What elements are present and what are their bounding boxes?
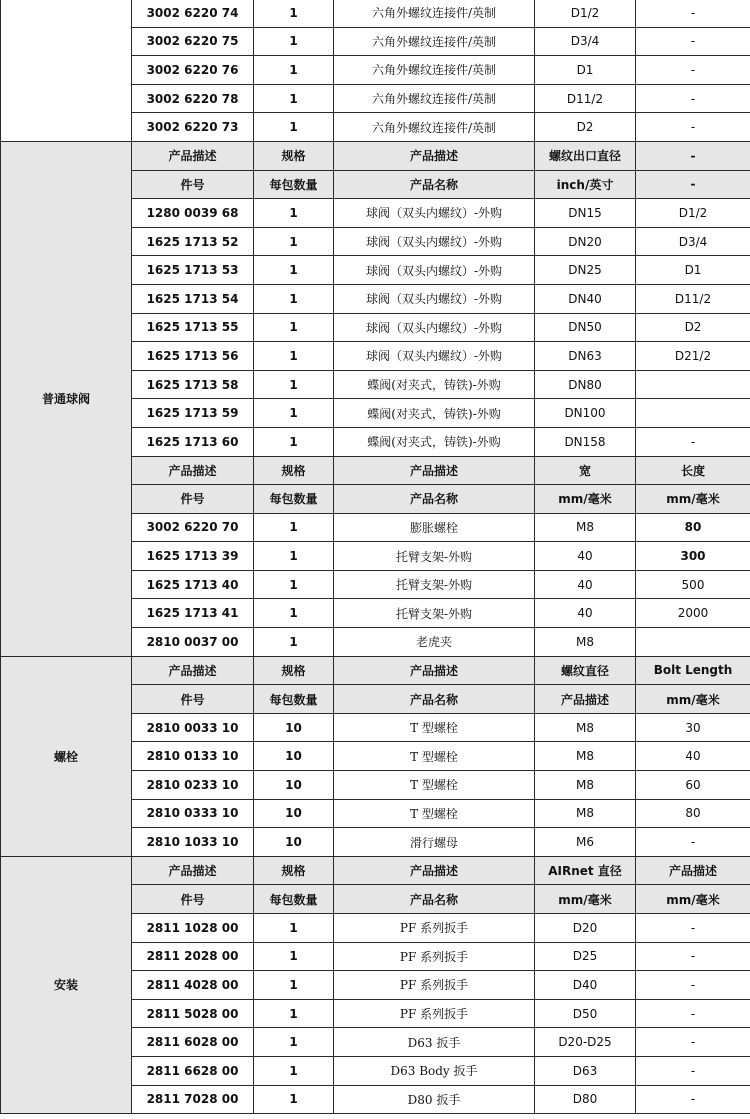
pack-quantity-cell: 1 bbox=[254, 427, 334, 456]
pack-quantity-cell: 1 bbox=[254, 914, 334, 943]
dimension-1-cell: M8 bbox=[535, 628, 636, 657]
dimension-2-cell: - bbox=[636, 170, 750, 199]
product-name-cell: D63 Body 扳手 bbox=[334, 1056, 535, 1085]
category-group-cell: 螺栓 bbox=[1, 656, 132, 856]
dimension-1-cell: mm/毫米 bbox=[535, 885, 636, 914]
dimension-2-cell: - bbox=[636, 1085, 750, 1114]
part-number-cell: 3002 6220 74 bbox=[132, 0, 254, 27]
dimension-1-cell: 40 bbox=[535, 599, 636, 628]
dimension-2-cell: - bbox=[636, 113, 750, 142]
table-header-row bbox=[1, 141, 750, 170]
product-name-cell: 老虎夹 bbox=[334, 628, 535, 657]
dimension-2-cell: 60 bbox=[636, 771, 750, 800]
dimension-1-cell: mm/毫米 bbox=[535, 485, 636, 514]
dimension-2-cell: - bbox=[636, 84, 750, 113]
part-number-cell: 1625 1713 53 bbox=[132, 256, 254, 285]
product-name-cell: 蝶阀(对夹式，铸铁)-外购 bbox=[334, 427, 535, 456]
dimension-2-cell bbox=[636, 628, 750, 657]
pack-quantity-cell: 1 bbox=[254, 370, 334, 399]
dimension-1-cell: DN15 bbox=[535, 199, 636, 228]
product-name-cell: 产品名称 bbox=[334, 885, 535, 914]
part-number-cell: 1625 1713 40 bbox=[132, 570, 254, 599]
pack-quantity-cell: 1 bbox=[254, 542, 334, 571]
part-number-cell: 2810 0233 10 bbox=[132, 771, 254, 800]
pack-quantity-cell: 1 bbox=[254, 84, 334, 113]
dimension-2-cell: - bbox=[636, 1056, 750, 1085]
part-number-cell: 2810 0133 10 bbox=[132, 742, 254, 771]
product-name-cell: PF 系列扳手 bbox=[334, 914, 535, 943]
product-name-cell: 蝶阀(对夹式，铸铁)-外购 bbox=[334, 370, 535, 399]
pack-quantity-cell: 1 bbox=[254, 56, 334, 85]
product-name-cell: 六角外螺纹连接件/英制 bbox=[334, 84, 535, 113]
category-group-cell: 安装 bbox=[1, 856, 132, 1113]
product-name-cell: 滑行螺母 bbox=[334, 828, 535, 857]
category-group-cell: 普通球阀 bbox=[1, 141, 132, 656]
part-number-cell: 1625 1713 58 bbox=[132, 370, 254, 399]
pack-quantity-cell: 1 bbox=[254, 113, 334, 142]
pack-quantity-cell: 1 bbox=[254, 313, 334, 342]
dimension-2-cell: - bbox=[636, 971, 750, 1000]
dimension-2-cell: - bbox=[636, 56, 750, 85]
dimension-1-cell: DN63 bbox=[535, 342, 636, 371]
part-number-cell: 1625 1713 55 bbox=[132, 313, 254, 342]
dimension-1-cell: D20 bbox=[535, 914, 636, 943]
product-name-cell: D80 扳手 bbox=[334, 1085, 535, 1114]
product-name-cell: 产品描述 bbox=[334, 656, 535, 685]
part-number-cell: 3002 6220 75 bbox=[132, 27, 254, 56]
pack-quantity-cell: 每包数量 bbox=[254, 170, 334, 199]
part-number-cell: 2811 7028 00 bbox=[132, 1085, 254, 1114]
dimension-1-cell: 宽 bbox=[535, 456, 636, 485]
pack-quantity-cell: 1 bbox=[254, 256, 334, 285]
product-name-cell: 产品描述 bbox=[334, 856, 535, 885]
dimension-1-cell: D25 bbox=[535, 942, 636, 971]
dimension-2-cell: - bbox=[636, 1028, 750, 1057]
part-number-cell: 2810 1033 10 bbox=[132, 828, 254, 857]
part-number-cell: 2811 6628 00 bbox=[132, 1056, 254, 1085]
dimension-2-cell: mm/毫米 bbox=[636, 485, 750, 514]
dimension-1-cell: AIRnet 直径 bbox=[535, 856, 636, 885]
table-body bbox=[1, 0, 750, 1114]
product-name-cell: 托臂支架-外购 bbox=[334, 542, 535, 571]
product-name-cell: D63 扳手 bbox=[334, 1028, 535, 1057]
pack-quantity-cell: 1 bbox=[254, 942, 334, 971]
dimension-2-cell: D2 bbox=[636, 313, 750, 342]
part-number-cell: 1625 1713 39 bbox=[132, 542, 254, 571]
product-name-cell: PF 系列扳手 bbox=[334, 971, 535, 1000]
dimension-2-cell: 30 bbox=[636, 713, 750, 742]
part-number-cell: 1625 1713 60 bbox=[132, 427, 254, 456]
product-name-cell: 膨胀螺栓 bbox=[334, 513, 535, 542]
product-name-cell: T 型螺栓 bbox=[334, 713, 535, 742]
part-number-cell: 产品描述 bbox=[132, 141, 254, 170]
pack-quantity-cell: 每包数量 bbox=[254, 885, 334, 914]
pack-quantity-cell: 每包数量 bbox=[254, 685, 334, 714]
dimension-2-cell: 产品描述 bbox=[636, 856, 750, 885]
product-name-cell: 球阀（双头内螺纹）-外购 bbox=[334, 256, 535, 285]
dimension-2-cell: 80 bbox=[636, 513, 750, 542]
pack-quantity-cell: 1 bbox=[254, 27, 334, 56]
pack-quantity-cell: 10 bbox=[254, 713, 334, 742]
part-number-cell: 产品描述 bbox=[132, 856, 254, 885]
part-number-cell: 2811 6028 00 bbox=[132, 1028, 254, 1057]
part-number-cell: 3002 6220 78 bbox=[132, 84, 254, 113]
dimension-1-cell: D80 bbox=[535, 1085, 636, 1114]
table-header-row bbox=[1, 856, 750, 885]
dimension-1-cell: M8 bbox=[535, 771, 636, 800]
product-name-cell: 六角外螺纹连接件/英制 bbox=[334, 0, 535, 27]
product-name-cell: PF 系列扳手 bbox=[334, 999, 535, 1028]
dimension-2-cell: - bbox=[636, 0, 750, 27]
dimension-1-cell: DN100 bbox=[535, 399, 636, 428]
dimension-2-cell: 500 bbox=[636, 570, 750, 599]
dimension-2-cell: D1/2 bbox=[636, 199, 750, 228]
part-number-cell: 1625 1713 54 bbox=[132, 284, 254, 313]
pack-quantity-cell: 1 bbox=[254, 399, 334, 428]
part-number-cell: 2811 2028 00 bbox=[132, 942, 254, 971]
pack-quantity-cell: 1 bbox=[254, 342, 334, 371]
dimension-1-cell: D40 bbox=[535, 971, 636, 1000]
dimension-1-cell: DN25 bbox=[535, 256, 636, 285]
dimension-1-cell: D11/2 bbox=[535, 84, 636, 113]
pack-quantity-cell: 10 bbox=[254, 828, 334, 857]
product-name-cell: 球阀（双头内螺纹）-外购 bbox=[334, 313, 535, 342]
pack-quantity-cell: 规格 bbox=[254, 856, 334, 885]
dimension-1-cell: M8 bbox=[535, 799, 636, 828]
dimension-1-cell: DN158 bbox=[535, 427, 636, 456]
product-name-cell: 产品名称 bbox=[334, 685, 535, 714]
dimension-1-cell: 40 bbox=[535, 542, 636, 571]
product-name-cell: 六角外螺纹连接件/英制 bbox=[334, 27, 535, 56]
pack-quantity-cell: 规格 bbox=[254, 141, 334, 170]
part-number-cell: 2811 5028 00 bbox=[132, 999, 254, 1028]
dimension-2-cell: - bbox=[636, 828, 750, 857]
pack-quantity-cell: 1 bbox=[254, 570, 334, 599]
pack-quantity-cell: 1 bbox=[254, 199, 334, 228]
pack-quantity-cell: 1 bbox=[254, 1056, 334, 1085]
dimension-2-cell: - bbox=[636, 141, 750, 170]
dimension-1-cell: inch/英寸 bbox=[535, 170, 636, 199]
dimension-2-cell: 80 bbox=[636, 799, 750, 828]
dimension-1-cell: M8 bbox=[535, 513, 636, 542]
part-number-cell: 2811 1028 00 bbox=[132, 914, 254, 943]
dimension-1-cell: D50 bbox=[535, 999, 636, 1028]
product-name-cell: 产品描述 bbox=[334, 456, 535, 485]
part-number-cell: 件号 bbox=[132, 485, 254, 514]
product-name-cell: 托臂支架-外购 bbox=[334, 570, 535, 599]
pack-quantity-cell: 10 bbox=[254, 799, 334, 828]
dimension-1-cell: D2 bbox=[535, 113, 636, 142]
dimension-2-cell: 长度 bbox=[636, 456, 750, 485]
dimension-1-cell: D63 bbox=[535, 1056, 636, 1085]
dimension-2-cell bbox=[636, 399, 750, 428]
product-name-cell: 球阀（双头内螺纹）-外购 bbox=[334, 199, 535, 228]
pack-quantity-cell: 每包数量 bbox=[254, 485, 334, 514]
pack-quantity-cell: 1 bbox=[254, 0, 334, 27]
dimension-2-cell: - bbox=[636, 27, 750, 56]
part-number-cell: 件号 bbox=[132, 685, 254, 714]
dimension-2-cell: D21/2 bbox=[636, 342, 750, 371]
part-number-cell: 1625 1713 56 bbox=[132, 342, 254, 371]
dimension-1-cell: M8 bbox=[535, 713, 636, 742]
dimension-1-cell: DN50 bbox=[535, 313, 636, 342]
dimension-1-cell: DN40 bbox=[535, 284, 636, 313]
dimension-1-cell: D1 bbox=[535, 56, 636, 85]
dimension-2-cell: - bbox=[636, 999, 750, 1028]
dimension-2-cell: mm/毫米 bbox=[636, 685, 750, 714]
dimension-1-cell: DN20 bbox=[535, 227, 636, 256]
dimension-2-cell: D11/2 bbox=[636, 284, 750, 313]
product-name-cell: 球阀（双头内螺纹）-外购 bbox=[334, 284, 535, 313]
dimension-1-cell: 螺纹出口直径 bbox=[535, 141, 636, 170]
part-number-cell: 1625 1713 52 bbox=[132, 227, 254, 256]
part-number-cell: 3002 6220 73 bbox=[132, 113, 254, 142]
dimension-2-cell: 2000 bbox=[636, 599, 750, 628]
part-number-cell: 1280 0039 68 bbox=[132, 199, 254, 228]
dimension-2-cell: - bbox=[636, 427, 750, 456]
dimension-1-cell: 40 bbox=[535, 570, 636, 599]
part-number-cell: 2810 0333 10 bbox=[132, 799, 254, 828]
product-name-cell: 球阀（双头内螺纹）-外购 bbox=[334, 342, 535, 371]
product-name-cell: 托臂支架-外购 bbox=[334, 599, 535, 628]
dimension-1-cell: 产品描述 bbox=[535, 685, 636, 714]
pack-quantity-cell: 1 bbox=[254, 227, 334, 256]
part-number-cell: 2810 0033 10 bbox=[132, 713, 254, 742]
product-name-cell: 蝶阀(对夹式，铸铁)-外购 bbox=[334, 399, 535, 428]
dimension-2-cell: 300 bbox=[636, 542, 750, 571]
product-name-cell: PF 系列扳手 bbox=[334, 942, 535, 971]
dimension-1-cell: M8 bbox=[535, 742, 636, 771]
product-name-cell: T 型螺栓 bbox=[334, 771, 535, 800]
dimension-2-cell bbox=[636, 370, 750, 399]
part-number-cell: 3002 6220 70 bbox=[132, 513, 254, 542]
table-header-row bbox=[1, 656, 750, 685]
part-number-cell: 1625 1713 59 bbox=[132, 399, 254, 428]
dimension-1-cell: DN80 bbox=[535, 370, 636, 399]
part-number-cell: 2810 0037 00 bbox=[132, 628, 254, 657]
dimension-2-cell: D1 bbox=[636, 256, 750, 285]
product-name-cell: 产品描述 bbox=[334, 141, 535, 170]
dimension-1-cell: M6 bbox=[535, 828, 636, 857]
pack-quantity-cell: 1 bbox=[254, 971, 334, 1000]
dimension-2-cell: - bbox=[636, 914, 750, 943]
product-name-cell: 产品名称 bbox=[334, 485, 535, 514]
dimension-2-cell: D3/4 bbox=[636, 227, 750, 256]
part-number-cell: 3002 6220 76 bbox=[132, 56, 254, 85]
part-number-cell: 1625 1713 41 bbox=[132, 599, 254, 628]
product-name-cell: 六角外螺纹连接件/英制 bbox=[334, 113, 535, 142]
product-name-cell: 产品名称 bbox=[334, 170, 535, 199]
part-number-cell: 件号 bbox=[132, 170, 254, 199]
pack-quantity-cell: 规格 bbox=[254, 656, 334, 685]
part-number-cell: 产品描述 bbox=[132, 456, 254, 485]
part-number-cell: 2811 4028 00 bbox=[132, 971, 254, 1000]
product-name-cell: 六角外螺纹连接件/英制 bbox=[334, 56, 535, 85]
pack-quantity-cell: 1 bbox=[254, 284, 334, 313]
pack-quantity-cell: 1 bbox=[254, 1085, 334, 1114]
dimension-2-cell: 40 bbox=[636, 742, 750, 771]
pack-quantity-cell: 10 bbox=[254, 771, 334, 800]
dimension-2-cell: mm/毫米 bbox=[636, 885, 750, 914]
product-name-cell: 球阀（双头内螺纹）-外购 bbox=[334, 227, 535, 256]
table-row bbox=[1, 0, 750, 27]
dimension-2-cell: - bbox=[636, 942, 750, 971]
pack-quantity-cell: 1 bbox=[254, 1028, 334, 1057]
pack-quantity-cell: 10 bbox=[254, 742, 334, 771]
pack-quantity-cell: 1 bbox=[254, 599, 334, 628]
pack-quantity-cell: 1 bbox=[254, 513, 334, 542]
product-name-cell: T 型螺栓 bbox=[334, 742, 535, 771]
product-name-cell: T 型螺栓 bbox=[334, 799, 535, 828]
dimension-1-cell: 螺纹直径 bbox=[535, 656, 636, 685]
category-group-cell bbox=[1, 0, 132, 141]
dimension-1-cell: D1/2 bbox=[535, 0, 636, 27]
pack-quantity-cell: 1 bbox=[254, 999, 334, 1028]
pack-quantity-cell: 1 bbox=[254, 628, 334, 657]
pack-quantity-cell: 规格 bbox=[254, 456, 334, 485]
part-number-cell: 件号 bbox=[132, 885, 254, 914]
dimension-1-cell: D3/4 bbox=[535, 27, 636, 56]
dimension-1-cell: D20-D25 bbox=[535, 1028, 636, 1057]
dimension-2-cell: Bolt Length bbox=[636, 656, 750, 685]
part-number-cell: 产品描述 bbox=[132, 656, 254, 685]
